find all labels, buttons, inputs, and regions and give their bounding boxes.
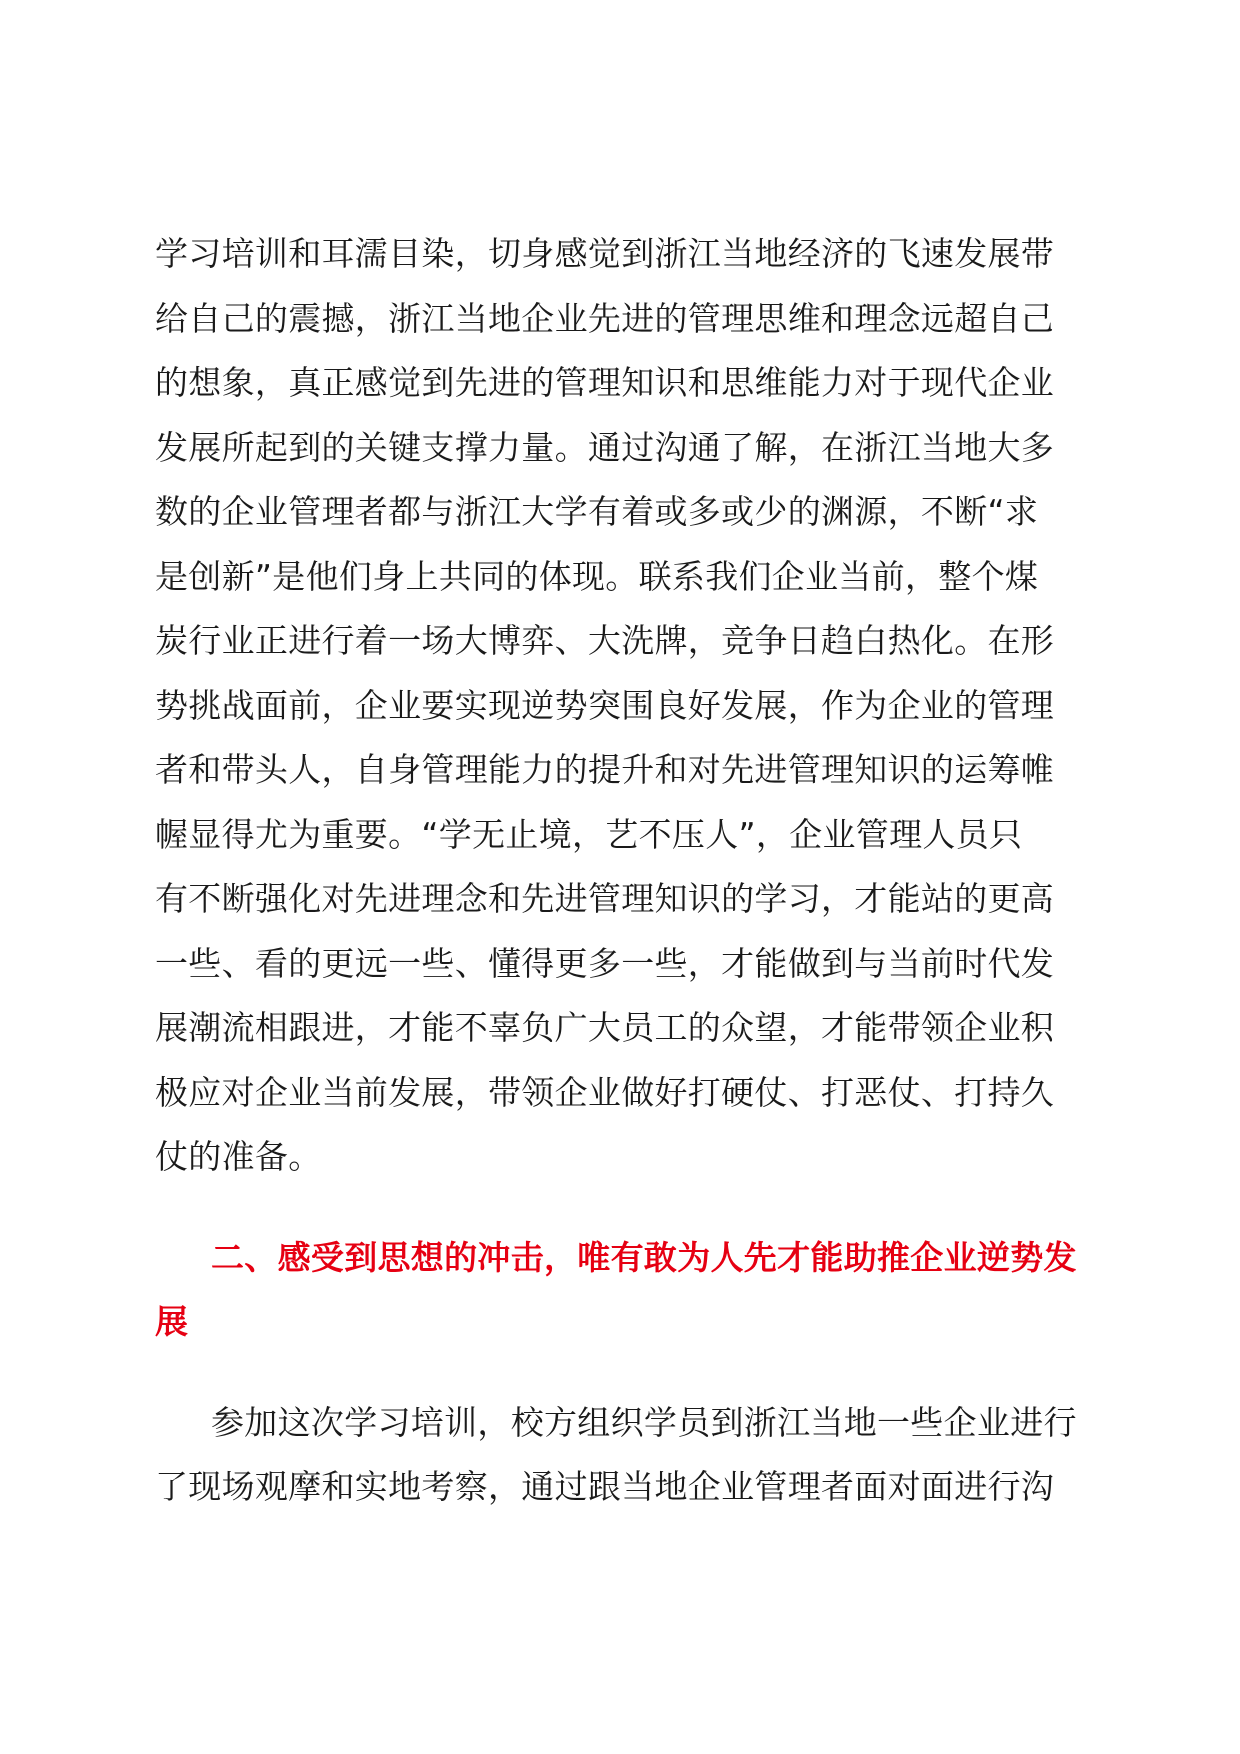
document-body bbox=[155, 222, 1080, 1520]
section-heading-2 bbox=[155, 1226, 1080, 1355]
paragraph-line: 仗的准备。 bbox=[155, 1137, 322, 1176]
paragraph-line: 参加这次学习培训，校方组织学员到浙江当地一些企业进行 bbox=[211, 1402, 1077, 1442]
paragraph-line: 一些、看的更远一些、懂得更多一些，才能做到与当前时代发 bbox=[155, 943, 1055, 983]
paragraph-line: 者和带头人，自身管理能力的提升和对先进管理知识的运筹帷 bbox=[155, 750, 1055, 789]
paragraph-line: 幄显得尤为重要。“学无止境，艺不压人”，企业管理人员只 bbox=[155, 814, 1023, 854]
body-paragraph-1 bbox=[155, 222, 1080, 1190]
paragraph-line: 给自己的震撼，浙江当地企业先进的管理思维和理念远超自己 bbox=[155, 298, 1055, 338]
paragraph-line: 的想象，真正感觉到先进的管理知识和思维能力对于现代企业 bbox=[155, 363, 1055, 402]
paragraph-spacer bbox=[155, 1190, 1080, 1226]
heading-line: 二、感受到思想的冲击，唯有敢为人先才能助推企业逆势发 bbox=[211, 1237, 1077, 1277]
paragraph-line: 展潮流相跟进，才能不辜负广大员工的众望，才能带领企业积 bbox=[155, 1008, 1055, 1047]
heading-line: 展 bbox=[155, 1302, 189, 1341]
paragraph-line: 了现场观摩和实地考察，通过跟当地企业管理者面对面进行沟 bbox=[155, 1467, 1055, 1506]
paragraph-line: 势挑战面前，企业要实现逆势突围良好发展，作为企业的管理 bbox=[155, 685, 1055, 725]
paragraph-line: 学习培训和耳濡目染，切身感觉到浙江当地经济的飞速发展带 bbox=[155, 234, 1055, 273]
paragraph-line: 数的企业管理者都与浙江大学有着或多或少的渊源，不断“求 bbox=[155, 492, 1039, 531]
heading-spacer bbox=[155, 1355, 1080, 1391]
paragraph-line: 极应对企业当前发展，带领企业做好打硬仗、打恶仗、打持久 bbox=[155, 1072, 1055, 1112]
paragraph-line: 有不断强化对先进理念和先进管理知识的学习，才能站的更高 bbox=[155, 879, 1055, 918]
paragraph-line: 发展所起到的关键支撑力量。通过沟通了解，在浙江当地大多 bbox=[155, 427, 1055, 467]
body-paragraph-2 bbox=[155, 1391, 1080, 1520]
paragraph-line: 是创新”是他们身上共同的体现。联系我们企业当前，整个煤 bbox=[155, 556, 1039, 596]
paragraph-line: 炭行业正进行着一场大博弈、大洗牌，竞争日趋白热化。在形 bbox=[155, 621, 1055, 660]
